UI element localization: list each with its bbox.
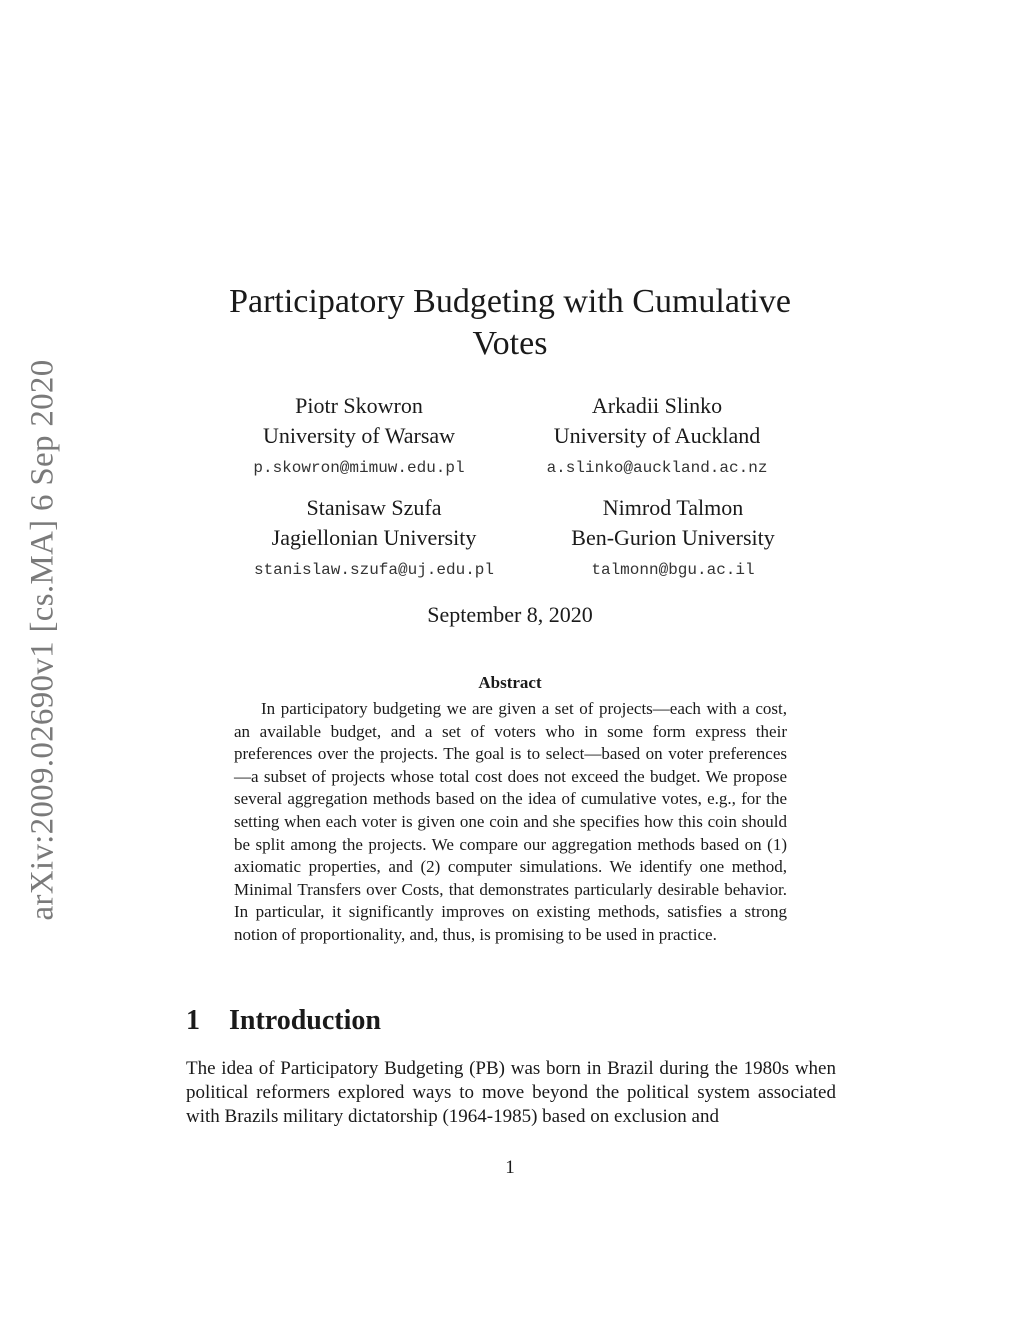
section-title: Introduction	[229, 1005, 381, 1036]
section-body-text: The idea of Participatory Budgeting (PB) was born in Brazil during the 1980s when political reformers explored ways to move beyond the political system associated with Brazils military dictatorship (1964-1985) based on exclusion and	[186, 1058, 836, 1128]
paper-title: Participatory Budgeting with Cumulative Votes	[229, 283, 791, 362]
author-email: talmonn@bgu.ac.il	[591, 561, 755, 579]
section-number: 1	[186, 1005, 200, 1036]
author-name: Arkadii Slinko	[591, 393, 723, 418]
author-name: Piotr Skowron	[295, 393, 423, 418]
section-heading	[186, 1003, 381, 1039]
author-block	[497, 391, 817, 479]
author-email: p.skowron@mimuw.edu.pl	[253, 459, 465, 477]
abstract-heading: Abstract	[478, 673, 542, 692]
author-email: stanislaw.szufa@uj.edu.pl	[253, 561, 495, 579]
arxiv-side-stamp: arXiv:2009.02690v1 [cs.MA] 6 Sep 2020	[24, 359, 61, 921]
author-email: a.slinko@auckland.ac.nz	[546, 459, 768, 477]
author-block	[199, 391, 519, 479]
author-affiliation: Jagiellonian University	[271, 525, 477, 550]
publication-date: September 8, 2020	[427, 602, 593, 627]
author-name: Nimrod Talmon	[602, 495, 744, 520]
author-block	[214, 493, 534, 581]
author-affiliation: University of Auckland	[553, 423, 761, 448]
page-number: 1	[505, 1157, 515, 1178]
author-name: Stanisaw Szufa	[306, 495, 442, 520]
author-affiliation: University of Warsaw	[262, 423, 456, 448]
abstract-text: In participatory budgeting we are given a set of projects—each with a cost, an available budget, and a set of voters who in some form express their preferences over the projects. The goal is to select—based on voter preferences—a subset of projects whose total cost does not exceed the budget. We propose several aggregation methods based on the idea of cumulative votes, e.g., for the setting when each voter is given one coin and she specifies how this coin should be split among the projects. We compare our aggregation methods based on (1) axiomatic properties, and (2) computer simulations. We identify one method, Minimal Transfers over Costs, that demonstrates particularly desirable behavior. In particular, it significantly improves on existing methods, satisfies a strong notion of proportionality, and, thus, is promising to be used in practice.	[234, 699, 787, 944]
author-affiliation: Ben-Gurion University	[571, 525, 775, 550]
author-block	[513, 493, 833, 581]
